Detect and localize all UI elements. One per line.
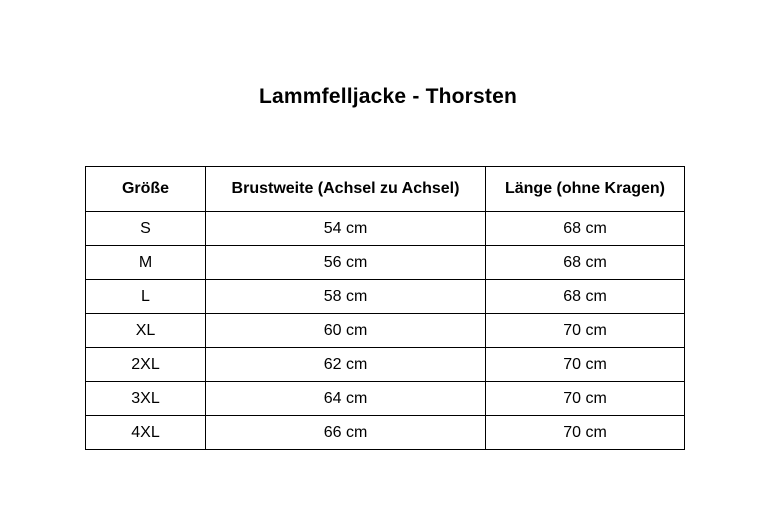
cell-length: 70 cm	[486, 348, 685, 382]
cell-size: M	[86, 246, 206, 280]
table-header-row	[86, 167, 685, 212]
cell-length: 68 cm	[486, 280, 685, 314]
cell-chest-width: 64 cm	[206, 382, 486, 416]
cell-length: 68 cm	[486, 246, 685, 280]
cell-size: 4XL	[86, 416, 206, 450]
cell-chest-width: 62 cm	[206, 348, 486, 382]
cell-chest-width: 66 cm	[206, 416, 486, 450]
cell-size: XL	[86, 314, 206, 348]
cell-chest-width: 56 cm	[206, 246, 486, 280]
header-chest-width: Brustweite (Achsel zu Achsel)	[206, 167, 486, 212]
page-title: Lammfelljacke - Thorsten	[258, 85, 518, 108]
size-table	[85, 166, 685, 450]
cell-size: 3XL	[86, 382, 206, 416]
cell-size: S	[86, 212, 206, 246]
table-row	[86, 314, 685, 348]
table-row	[86, 348, 685, 382]
cell-size: 2XL	[86, 348, 206, 382]
cell-chest-width: 60 cm	[206, 314, 486, 348]
cell-chest-width: 54 cm	[206, 212, 486, 246]
table-row	[86, 212, 685, 246]
table-row	[86, 280, 685, 314]
cell-length: 70 cm	[486, 382, 685, 416]
cell-size: L	[86, 280, 206, 314]
table-row	[86, 416, 685, 450]
cell-chest-width: 58 cm	[206, 280, 486, 314]
header-size: Größe	[86, 167, 206, 212]
cell-length: 70 cm	[486, 416, 685, 450]
cell-length: 68 cm	[486, 212, 685, 246]
cell-length: 70 cm	[486, 314, 685, 348]
table-row	[86, 246, 685, 280]
table-row	[86, 382, 685, 416]
header-length: Länge (ohne Kragen)	[486, 167, 685, 212]
